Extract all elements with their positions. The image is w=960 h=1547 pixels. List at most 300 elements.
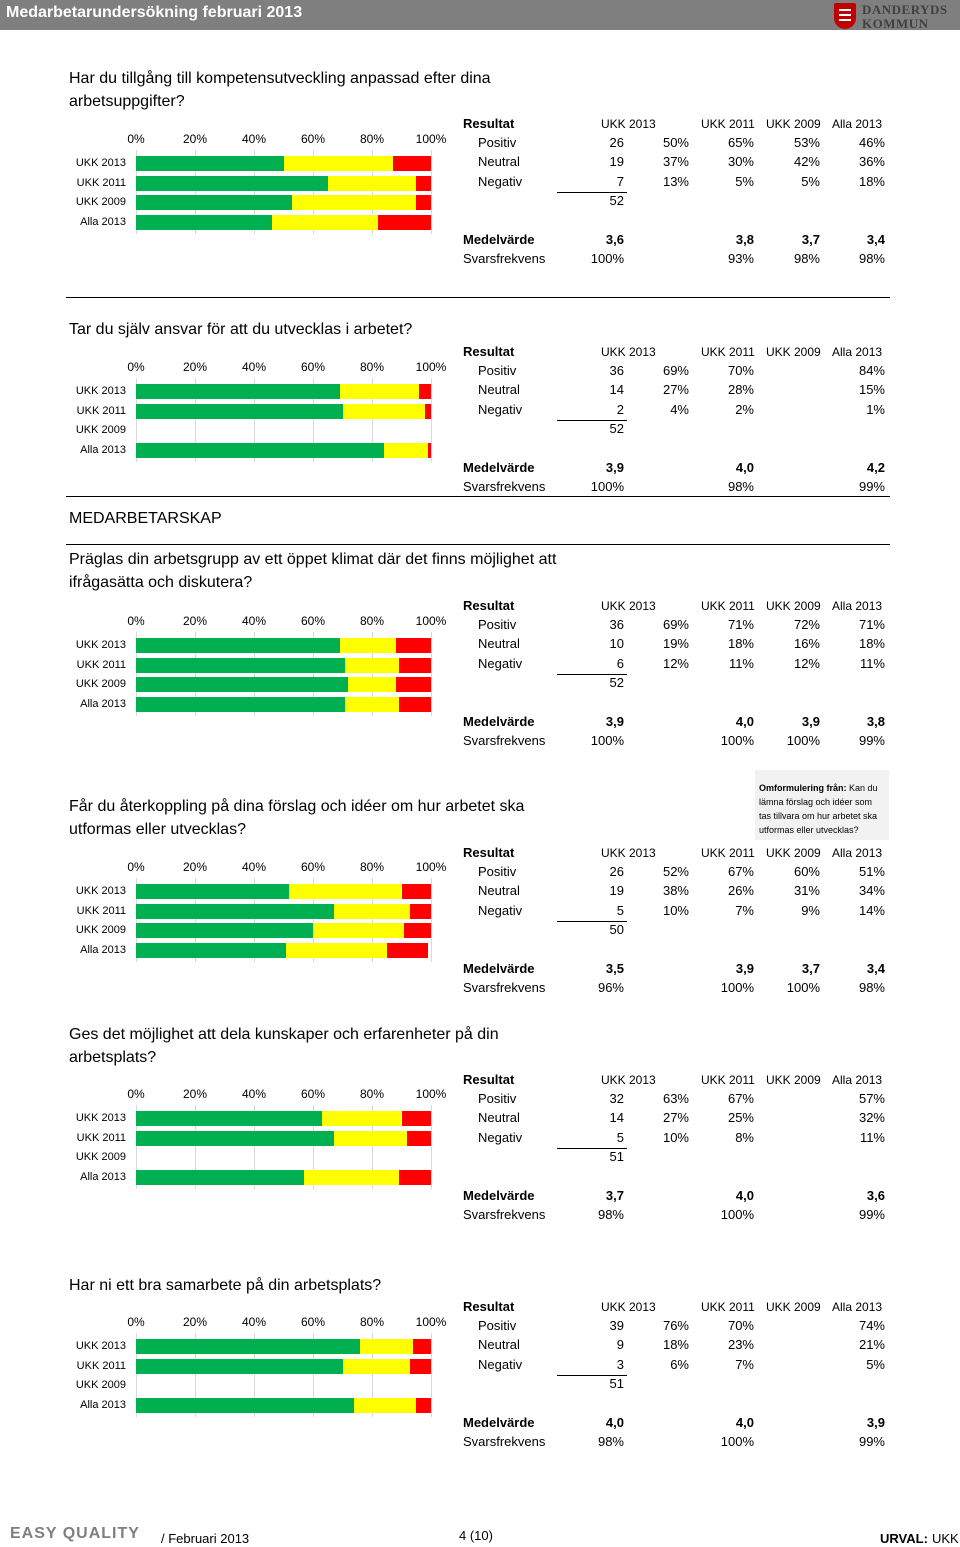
table-row-label: Positiv <box>478 363 517 378</box>
stacked-bar <box>136 638 431 653</box>
bar-segment-positiv <box>136 1398 354 1413</box>
table-header-ukk2009: UKK 2009 <box>766 117 821 131</box>
bar-segment-negativ <box>393 156 431 171</box>
response-rate-value: 93% <box>727 251 754 266</box>
table-cell: 37% <box>662 154 689 170</box>
mean-label: Medelvärde <box>463 1415 535 1430</box>
response-rate-value: 100% <box>786 733 820 748</box>
table-row-label: Neutral <box>478 636 520 652</box>
axis-tick-label: 20% <box>182 132 208 146</box>
axis-tick-label: 0% <box>127 1315 145 1329</box>
row-label: Alla 2013 <box>80 215 126 228</box>
bar-segment-positiv <box>136 658 345 673</box>
table-row-label: Positiv <box>478 864 517 879</box>
table-cell: 11% <box>728 655 754 671</box>
table-cell: 34% <box>858 883 885 899</box>
table-header-ukk2013: UKK 2013 <box>601 117 656 131</box>
table-header-ukk2011: UKK 2011 <box>701 117 755 131</box>
bar-segment-neutral <box>343 404 426 419</box>
table-cell: 69% <box>662 363 689 378</box>
bar-segment-positiv <box>136 443 384 458</box>
response-rate-label: Svarsfrekvens <box>463 251 546 266</box>
mean-value: 4,0 <box>735 714 754 729</box>
table-header-ukk2011: UKK 2011 <box>701 1300 755 1314</box>
respondent-count: 52 <box>609 421 624 436</box>
response-rate-value: 100% <box>590 733 624 748</box>
bar-segment-negativ <box>428 443 431 458</box>
axis-tick-label: 100% <box>415 132 447 146</box>
row-label: UKK 2009 <box>75 1151 126 1163</box>
bar-segment-positiv <box>136 176 328 191</box>
table-cell: 2% <box>735 401 754 417</box>
mean-label: Medelvärde <box>463 460 535 475</box>
bar-segment-negativ <box>404 923 431 938</box>
row-label: UKK 2011 <box>76 904 126 917</box>
response-rate-value: 100% <box>720 733 754 748</box>
axis-tick-label: 40% <box>241 860 267 874</box>
mean-value: 3,7 <box>801 961 820 976</box>
row-label: Alla 2013 <box>80 943 126 956</box>
table-header-alla2013: Alla 2013 <box>832 599 883 613</box>
table-cell: 6% <box>670 1356 689 1372</box>
footer-date: / Februari 2013 <box>161 1531 250 1546</box>
bar-segment-negativ <box>396 638 431 653</box>
response-rate-value: 98% <box>793 251 820 266</box>
axis-tick-label: 80% <box>359 132 385 146</box>
table-row-label: Positiv <box>478 135 517 150</box>
bar-segment-positiv <box>136 384 340 399</box>
table-header-alla2013: Alla 2013 <box>832 1300 883 1314</box>
mean-value: 3,8 <box>866 714 885 729</box>
table-row-label: Negativ <box>478 1356 523 1372</box>
bar-segment-negativ <box>387 943 428 958</box>
table-cell: 14% <box>858 902 885 918</box>
stacked-bar <box>136 923 431 938</box>
axis-tick-label: 20% <box>182 1315 208 1329</box>
axis-tick-label: 0% <box>127 132 145 146</box>
table-cell: 50% <box>662 135 689 150</box>
axis-tick-label: 20% <box>182 1087 208 1101</box>
coat-of-arms-icon <box>834 3 856 29</box>
mean-value: 3,7 <box>801 232 820 247</box>
table-cell: 30% <box>727 154 754 170</box>
row-label: UKK 2011 <box>76 1359 126 1372</box>
axis-tick-label: 60% <box>300 360 326 374</box>
axis-tick-label: 0% <box>127 860 145 874</box>
row-label: UKK 2013 <box>75 385 126 397</box>
mean-label: Medelvärde <box>463 1188 535 1203</box>
gridline <box>431 632 432 716</box>
table-cell: 12% <box>793 655 820 671</box>
bar-segment-positiv <box>136 404 343 419</box>
mean-label: Medelvärde <box>463 232 535 247</box>
respondent-count: 51 <box>609 1376 624 1391</box>
table-cell: 70% <box>727 363 754 378</box>
rephrasing-note <box>755 770 889 840</box>
response-rate-label: Svarsfrekvens <box>463 1207 546 1222</box>
note-label: Omformulering från: <box>759 783 847 793</box>
easy-quality-logo: EASY QUALITY <box>10 1525 140 1542</box>
table-cell: 7% <box>735 1356 754 1372</box>
bar-segment-positiv <box>136 677 348 692</box>
axis-tick-label: 40% <box>241 132 267 146</box>
table-cell: 69% <box>662 617 689 632</box>
table-cell: 10% <box>662 1129 689 1145</box>
table-cell: 5% <box>735 173 754 189</box>
bar-segment-neutral <box>292 195 416 210</box>
question-text: Tar du själv ansvar för att du utvecklas i arbetet? <box>69 321 413 338</box>
stacked-bar <box>136 156 431 171</box>
row-label: UKK 2009 <box>75 678 126 690</box>
response-rate-value: 100% <box>786 980 820 995</box>
mean-value: 3,6 <box>866 1188 885 1203</box>
stacked-bar <box>136 1398 431 1413</box>
table-cell: 16% <box>793 636 820 652</box>
table-cell: 23% <box>727 1337 754 1353</box>
table-cell: 9% <box>801 902 820 918</box>
respondent-count: 50 <box>609 922 624 937</box>
bar-segment-neutral <box>348 677 395 692</box>
bar-segment-neutral <box>334 1131 408 1146</box>
row-label: UKK 2011 <box>76 1131 126 1144</box>
mean-value: 3,5 <box>605 961 624 976</box>
table-cell: 39 <box>609 1318 624 1333</box>
document-title: Medarbetarundersökning februari 2013 <box>6 4 303 21</box>
table-header-ukk2013: UKK 2013 <box>601 846 656 860</box>
response-rate-value: 99% <box>858 733 885 748</box>
question-text: Ges det möjlighet att dela kunskaper och erfarenheter på din arbetsplats? <box>69 1026 499 1066</box>
response-rate-value: 96% <box>597 980 624 995</box>
row-label: UKK 2011 <box>76 404 126 417</box>
table-cell: 6 <box>616 655 624 671</box>
table-cell: 2 <box>616 401 624 417</box>
axis-tick-label: 60% <box>300 1315 326 1329</box>
table-cell: 70% <box>727 1318 754 1333</box>
table-cell: 65% <box>727 135 754 150</box>
table-cell: 7 <box>616 173 624 189</box>
table-cell: 19 <box>609 883 624 899</box>
bar-segment-negativ <box>425 404 431 419</box>
stacked-bar <box>136 384 431 399</box>
response-rate-value: 100% <box>590 479 624 494</box>
respondent-count: 52 <box>609 193 624 208</box>
table-cell: 32 <box>609 1091 624 1106</box>
bar-segment-positiv <box>136 215 272 230</box>
table-cell: 5% <box>866 1356 885 1372</box>
stacked-bar <box>136 423 431 438</box>
response-rate-value: 99% <box>858 479 885 494</box>
table-cell: 10 <box>609 636 624 652</box>
table-header-ukk2009: UKK 2009 <box>766 599 821 613</box>
table-cell: 31% <box>793 883 820 899</box>
response-rate-value: 100% <box>720 1207 754 1222</box>
bar-segment-positiv <box>136 943 286 958</box>
table-cell: 18% <box>858 173 885 189</box>
table-cell: 13% <box>662 173 689 189</box>
table-row-label: Negativ <box>478 1129 523 1145</box>
header-bar <box>0 0 960 30</box>
axis-tick-label: 60% <box>300 614 326 628</box>
bar-segment-neutral <box>340 638 396 653</box>
bar-segment-neutral <box>304 1170 398 1185</box>
table-header-ukk2009: UKK 2009 <box>766 345 821 359</box>
bar-segment-positiv <box>136 1170 304 1185</box>
bar-segment-neutral <box>343 1359 411 1374</box>
table-header-ukk2011: UKK 2011 <box>701 846 755 860</box>
table-cell: 60% <box>793 864 820 879</box>
stacked-bar <box>136 404 431 419</box>
stacked-bar <box>136 904 431 919</box>
bar-segment-positiv <box>136 1111 322 1126</box>
axis-tick-label: 80% <box>359 1315 385 1329</box>
axis-tick-label: 40% <box>241 360 267 374</box>
bar-segment-positiv <box>136 195 292 210</box>
bar-segment-neutral <box>322 1111 402 1126</box>
stacked-bar <box>136 1111 431 1126</box>
axis-tick-label: 80% <box>359 860 385 874</box>
response-rate-value: 98% <box>858 980 885 995</box>
response-rate-value: 98% <box>597 1207 624 1222</box>
axis-tick-label: 60% <box>300 860 326 874</box>
table-header-alla2013: Alla 2013 <box>832 1073 883 1087</box>
table-row-label: Negativ <box>478 655 523 671</box>
response-rate-label: Svarsfrekvens <box>463 479 546 494</box>
stacked-bar <box>136 443 431 458</box>
bar-segment-neutral <box>340 384 420 399</box>
table-row-label: Positiv <box>478 617 517 632</box>
table-cell: 7% <box>735 902 754 918</box>
row-label: UKK 2009 <box>75 196 126 208</box>
bar-segment-negativ <box>399 1170 431 1185</box>
bar-segment-neutral <box>286 943 386 958</box>
bar-segment-neutral <box>384 443 428 458</box>
axis-tick-label: 40% <box>241 1315 267 1329</box>
row-label: Alla 2013 <box>80 697 126 710</box>
table-row-label: Neutral <box>478 1110 520 1126</box>
response-rate-label: Svarsfrekvens <box>463 733 546 748</box>
axis-tick-label: 100% <box>415 614 447 628</box>
table-cell: 5 <box>616 902 624 918</box>
table-cell: 71% <box>727 617 754 632</box>
stacked-bar <box>136 943 431 958</box>
table-cell: 71% <box>858 617 885 632</box>
table-cell: 19% <box>662 636 689 652</box>
bar-segment-negativ <box>410 1359 431 1374</box>
mean-value: 4,0 <box>605 1415 624 1430</box>
table-header-resultat: Resultat <box>463 598 515 613</box>
section-rule <box>66 544 890 545</box>
question-text: Får du återkoppling på dina förslag och idéer om hur arbetet ska utformas eller utvecklas? <box>69 798 525 838</box>
table-cell: 4% <box>670 401 689 417</box>
table-cell: 67% <box>727 1091 754 1106</box>
table-cell: 15% <box>858 382 885 398</box>
table-cell: 18% <box>858 636 885 652</box>
urval-value: UKK <box>932 1531 959 1546</box>
response-rate-value: 98% <box>727 479 754 494</box>
table-header-resultat: Resultat <box>463 1072 515 1087</box>
urval-label: URVAL: <box>880 1531 928 1546</box>
table-row-label: Neutral <box>478 154 520 170</box>
respondent-count: 51 <box>609 1149 624 1164</box>
mean-value: 4,0 <box>735 460 754 475</box>
table-cell: 84% <box>858 363 885 378</box>
bar-segment-positiv <box>136 1131 334 1146</box>
bar-segment-negativ <box>407 1131 431 1146</box>
mean-value: 3,9 <box>735 961 754 976</box>
mean-value: 3,7 <box>605 1188 624 1203</box>
table-cell: 21% <box>858 1337 885 1353</box>
bar-segment-neutral <box>284 156 393 171</box>
mean-value: 3,9 <box>801 714 820 729</box>
table-cell: 25% <box>727 1110 754 1126</box>
table-cell: 11% <box>859 655 885 671</box>
table-cell: 42% <box>793 154 820 170</box>
bar-segment-negativ <box>416 176 431 191</box>
table-cell: 1% <box>866 401 885 417</box>
stacked-bar <box>136 1170 431 1185</box>
bar-segment-neutral <box>328 176 417 191</box>
stacked-bar <box>136 1359 431 1374</box>
row-label: UKK 2013 <box>75 157 126 169</box>
mean-value: 3,4 <box>866 232 885 247</box>
row-label: UKK 2009 <box>75 924 126 936</box>
bar-segment-negativ <box>416 195 431 210</box>
gridline <box>431 378 432 462</box>
response-rate-value: 100% <box>720 980 754 995</box>
table-cell: 18% <box>662 1337 689 1353</box>
table-cell: 57% <box>858 1091 885 1106</box>
respondent-count: 52 <box>609 675 624 690</box>
table-header-ukk2011: UKK 2011 <box>701 1073 755 1087</box>
row-label: UKK 2011 <box>76 658 126 671</box>
table-header-ukk2011: UKK 2011 <box>701 599 755 613</box>
mean-value: 3,6 <box>605 232 624 247</box>
axis-tick-label: 100% <box>415 1315 447 1329</box>
bar-segment-neutral <box>360 1339 413 1354</box>
row-label: UKK 2013 <box>75 1112 126 1124</box>
axis-tick-label: 20% <box>182 860 208 874</box>
mean-value: 4,0 <box>735 1188 754 1203</box>
row-label: Alla 2013 <box>80 443 126 456</box>
stacked-bar <box>136 697 431 712</box>
danderyd-logo <box>832 1 960 32</box>
axis-tick-label: 40% <box>241 1087 267 1101</box>
section-divider <box>66 297 890 298</box>
axis-tick-label: 0% <box>127 614 145 628</box>
axis-tick-label: 60% <box>300 132 326 146</box>
axis-tick-label: 0% <box>127 1087 145 1101</box>
bar-segment-neutral <box>345 658 398 673</box>
response-rate-value: 99% <box>858 1207 885 1222</box>
response-rate-value: 98% <box>597 1434 624 1449</box>
bar-segment-negativ <box>399 697 431 712</box>
table-cell: 76% <box>662 1318 689 1333</box>
mean-value: 3,9 <box>605 460 624 475</box>
row-label: Alla 2013 <box>80 1398 126 1411</box>
mean-label: Medelvärde <box>463 961 535 976</box>
stacked-bar <box>136 1131 431 1146</box>
bar-segment-positiv <box>136 697 345 712</box>
logo-line-2: KOMMUN <box>862 16 929 31</box>
stacked-bar <box>136 1339 431 1354</box>
bar-segment-negativ <box>410 904 431 919</box>
bar-segment-negativ <box>399 658 431 673</box>
bar-segment-negativ <box>402 1111 432 1126</box>
question-text: Har ni ett bra samarbete på din arbetsplats? <box>69 1277 382 1294</box>
response-rate-value: 100% <box>590 251 624 266</box>
section-divider <box>66 496 890 497</box>
mean-value: 3,9 <box>866 1415 885 1430</box>
stacked-bar <box>136 195 431 210</box>
table-cell: 14 <box>609 1110 624 1126</box>
table-cell: 38% <box>662 883 689 899</box>
row-label: UKK 2013 <box>75 885 126 897</box>
table-row-label: Neutral <box>478 382 520 398</box>
table-header-ukk2009: UKK 2009 <box>766 1073 821 1087</box>
table-cell: 9 <box>616 1337 624 1353</box>
gridline <box>431 878 432 962</box>
bar-segment-neutral <box>334 904 411 919</box>
question-text: Präglas din arbetsgrupp av ett öppet klimat där det finns möjlighet att ifrågasätta och diskutera? <box>69 551 557 591</box>
response-rate-value: 99% <box>858 1434 885 1449</box>
stacked-bar <box>136 658 431 673</box>
table-row-label: Negativ <box>478 401 523 417</box>
axis-tick-label: 40% <box>241 614 267 628</box>
table-cell: 10% <box>662 902 689 918</box>
table-cell: 26% <box>727 883 754 899</box>
table-header-ukk2013: UKK 2013 <box>601 599 656 613</box>
bar-segment-negativ <box>378 215 431 230</box>
table-header-resultat: Resultat <box>463 845 515 860</box>
response-rate-value: 100% <box>720 1434 754 1449</box>
axis-tick-label: 100% <box>415 860 447 874</box>
table-row-label: Negativ <box>478 902 523 918</box>
table-cell: 8% <box>735 1129 754 1145</box>
table-header-ukk2013: UKK 2013 <box>601 1073 656 1087</box>
bar-segment-negativ <box>416 1398 431 1413</box>
table-cell: 26 <box>609 864 624 879</box>
row-label: UKK 2009 <box>75 424 126 436</box>
row-label: UKK 2013 <box>75 639 126 651</box>
bar-segment-positiv <box>136 884 289 899</box>
table-row-label: Neutral <box>478 1337 520 1353</box>
axis-tick-label: 20% <box>182 614 208 628</box>
page-number: 4 (10) <box>459 1528 493 1543</box>
table-row-label: Positiv <box>478 1318 517 1333</box>
axis-tick-label: 20% <box>182 360 208 374</box>
stacked-bar <box>136 176 431 191</box>
mean-value: 3,4 <box>866 961 885 976</box>
table-cell: 36 <box>609 363 624 378</box>
gridline <box>431 1105 432 1189</box>
axis-tick-label: 80% <box>359 360 385 374</box>
stacked-bar <box>136 677 431 692</box>
table-cell: 12% <box>662 655 689 671</box>
table-header-ukk2013: UKK 2013 <box>601 345 656 359</box>
table-header-alla2013: Alla 2013 <box>832 117 883 131</box>
table-cell: 3 <box>616 1356 624 1372</box>
table-cell: 36 <box>609 617 624 632</box>
bar-segment-positiv <box>136 904 334 919</box>
table-header-ukk2013: UKK 2013 <box>601 1300 656 1314</box>
table-header-alla2013: Alla 2013 <box>832 846 883 860</box>
table-cell: 51% <box>858 864 885 879</box>
gridline <box>431 150 432 234</box>
bar-segment-neutral <box>272 215 378 230</box>
table-header-resultat: Resultat <box>463 1299 515 1314</box>
table-cell: 52% <box>662 864 689 879</box>
stacked-bar <box>136 884 431 899</box>
